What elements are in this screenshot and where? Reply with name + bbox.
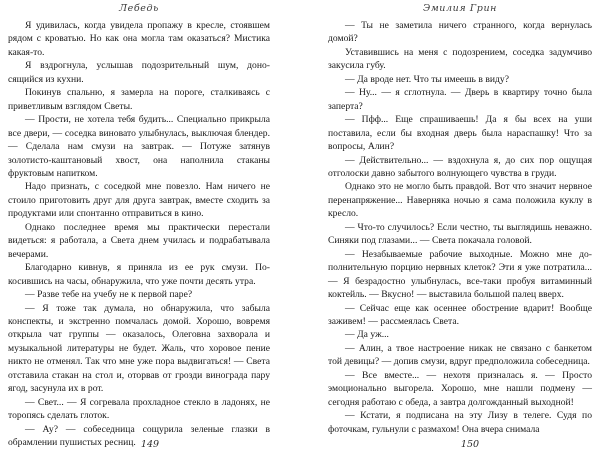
paragraph: Я удивилась, когда увидела пропажу в кресле, стоявшем рядом с кроватью. Но как она могла там оказаться? Мистика какая-то.: [8, 20, 270, 58]
paragraph: — Действительно... — вздохнула я, до сих пор ощущая отголоски давно забытого волнующего чувства в груди.: [328, 154, 592, 179]
paragraph: Уставившись на меня с подозрением, соседка задумчиво закусила губу.: [328, 46, 592, 72]
paragraph: Благодарно кивнув, я приняла из ее рук смузи. Покосившись на часы, обнаружила, что уже почти десять утра.: [8, 262, 270, 287]
left-page-running-head: Лебедь: [119, 3, 159, 14]
paragraph: — Незабываемые рабочие выходные. Можно мне дополнительную порцию нервных клеток? Эти я уже потратила... — Я безрадостно улыбнулась, все-таки пробуя витаминный коктейль. — Вкусно! — выставила большой палец вверх.: [328, 248, 592, 301]
right-page-running-head: Эмилия Грин: [422, 3, 498, 14]
left-page-body: [8, 19, 270, 450]
paragraph: — Все вместе... — нехотя призналась я. — Просто эмоционально выгорела. Хорошо, мне нашли подмену — сегодня работаю с обеда, а завтра долгожданный выходной!: [328, 369, 592, 408]
paragraph: — Прости, не хотела тебя будить... Специально прикрыла все двери, — соседка виновато улыбнулась, выключая блендер. — Сделала нам смузи на завтрак. — Потуже затянув золотисто-каштановый хвост, она наполнила стаканы фруктовым напитком.: [8, 114, 270, 179]
paragraph: — Да вроде нет. Что ты имеешь в виду?: [345, 73, 509, 85]
paragraph: — Алин, а твое настроение никак не связано с банкетом той девицы? — допив смузи, вдруг предположила собеседница.: [328, 342, 592, 368]
paragraph: — Сейчас еще как осеннее обострение вдарит! Вообще заживем! — рассмеялась Света.: [328, 302, 592, 327]
paragraph: — Что-то случилось? Если честно, ты выглядишь неважно. Синяки под глазами... — Света покачала головой.: [328, 221, 592, 247]
paragraph: — Ну... — я сглотнула. — Дверь в квартиру точно была заперта?: [328, 87, 592, 112]
paragraph: — Разве тебе на учебу не к первой паре?: [25, 289, 193, 301]
paragraph: — Да уж...: [345, 329, 389, 341]
right-page: [300, 0, 600, 462]
right-page-number: 150: [460, 439, 480, 450]
paragraph: Однако последнее время мы практически перестали видеться: я работала, а Света днем училась и подрабатывала вечерами.: [8, 221, 270, 260]
paragraph: — Я тоже так думала, но обнаружила, что забыла конспекты, и экстренно помчалась домой. Хорошо, вовремя открыла чат группы — оказалось, Олеговна захворала и музыкальной литературы не будет. Жаль, что хоровое пение никто не отменял. Так что мне уже пора выдвигаться! — Света отставила стакан на стол и, оторвав от грозди винограда пару ягод, засунула их в рот.: [8, 302, 270, 395]
paragraph: — Ты не заметила ничего странного, когда вернулась домой?: [328, 20, 592, 45]
paragraph: Однако это не могло быть правдой. Вот что значит нервное перенапряжение... Наверняка ночью я сама положила куклу в кресло.: [328, 181, 592, 220]
paragraph: — Кстати, я подписана на эту Лизу в телеге. Судя по фоточкам, гульнули с размахом! Она вчера снимала: [328, 410, 592, 435]
paragraph: Я вздрогнула, услышав подозрительный шум, доносящийся из кухни.: [8, 60, 270, 85]
paragraph: — Ау? — собеседница сощурила зеленые глазки в обрамлении пушистых ресниц.: [8, 423, 270, 449]
paragraph: Надо признать, с соседкой мне повезло. Нам ничего не стоило приготовить друг для друга завтрак, вместе сходить за продуктами или спонтанно отправиться в кино.: [8, 181, 270, 220]
paragraph: — Свет... — Я согревала прохладное стекло в ладонях, не торопясь сделать глоток.: [8, 396, 270, 422]
paragraph: — Пфф... Еще спрашиваешь! Да я бы всех на уши поставила, если бы входная дверь была нараспашку! Что за вопросы, Алин?: [328, 114, 592, 153]
right-page-body: [328, 19, 592, 436]
paragraph: Покинув спальню, я замерла на пороге, сталкиваясь с приветливым взглядом Светы.: [8, 87, 270, 112]
left-page-number: 149: [140, 439, 160, 450]
